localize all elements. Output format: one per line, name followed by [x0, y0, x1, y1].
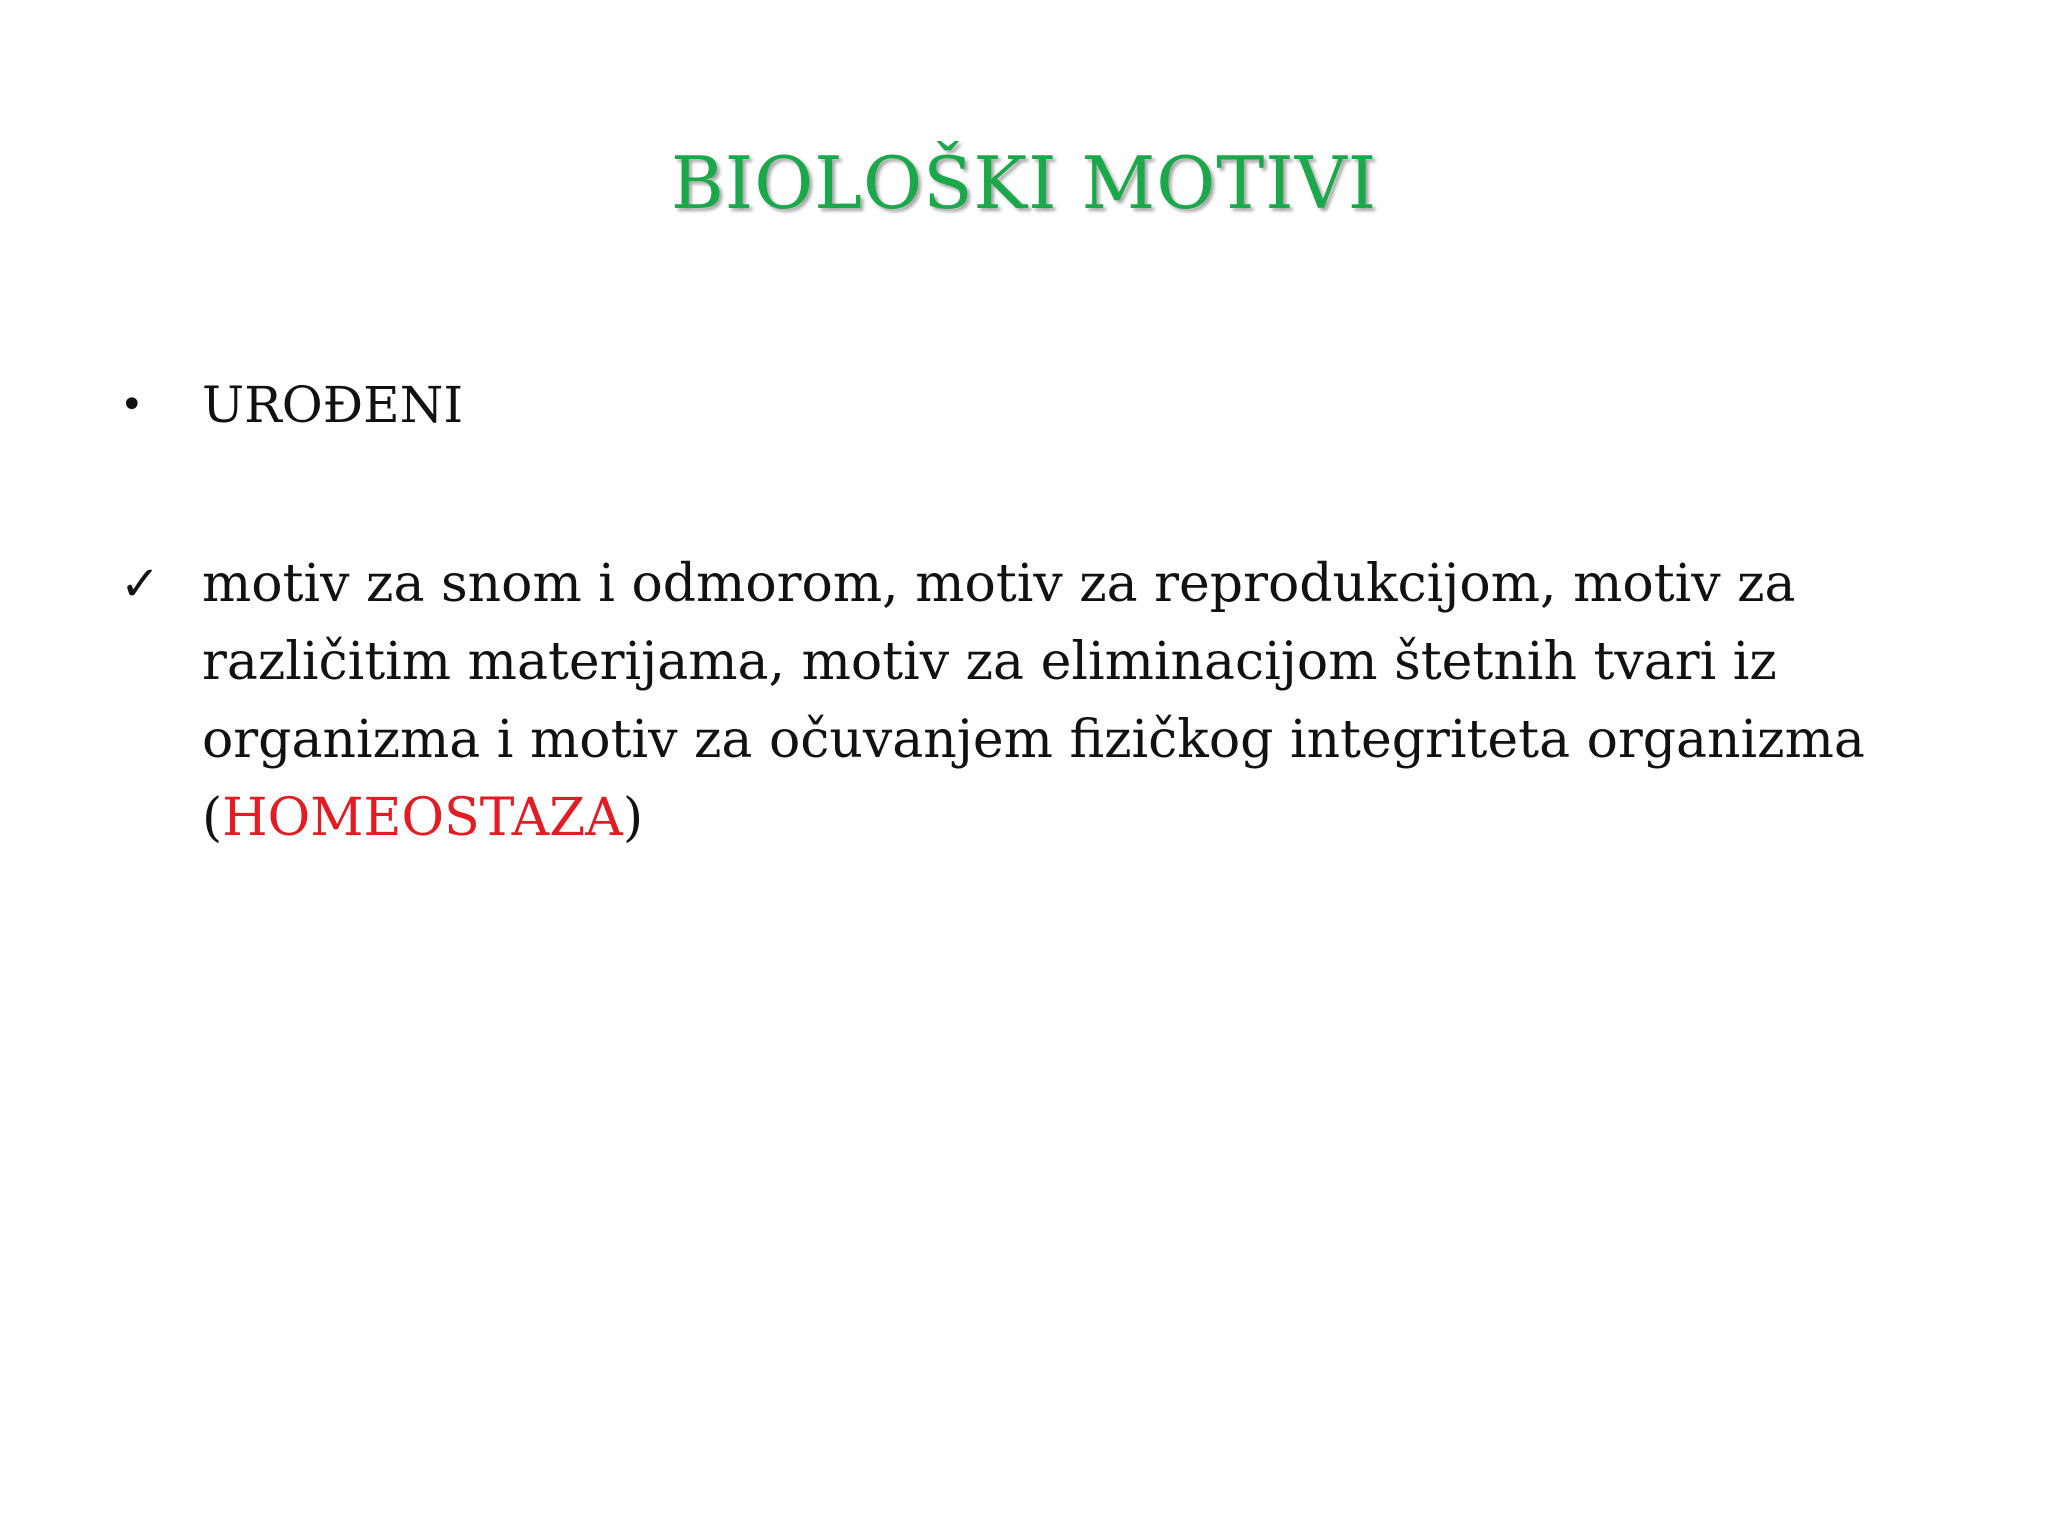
homeostasis-highlight: HOMEOSTAZA [222, 788, 623, 848]
checkmark-icon: ✓ [120, 556, 161, 612]
check-item [120, 545, 1940, 857]
check-text-main: motiv za snom i odmorom, motiv za reprodukcijom, motiv za različitim materijama, motiv za eliminacijom štetnih tvari iz organizma i motiv za očuvanjem fizičkog integriteta organizma [202, 554, 1865, 770]
bullet-text: UROĐENI [202, 376, 464, 434]
bullet-item [120, 365, 1920, 445]
bullet-icon: • [120, 382, 144, 428]
slide-title: BIOLOŠKI MOTIVI [670, 141, 1378, 225]
check-text [202, 545, 1940, 857]
paren-open: ( [202, 788, 223, 848]
paren-close: ) [622, 788, 644, 848]
